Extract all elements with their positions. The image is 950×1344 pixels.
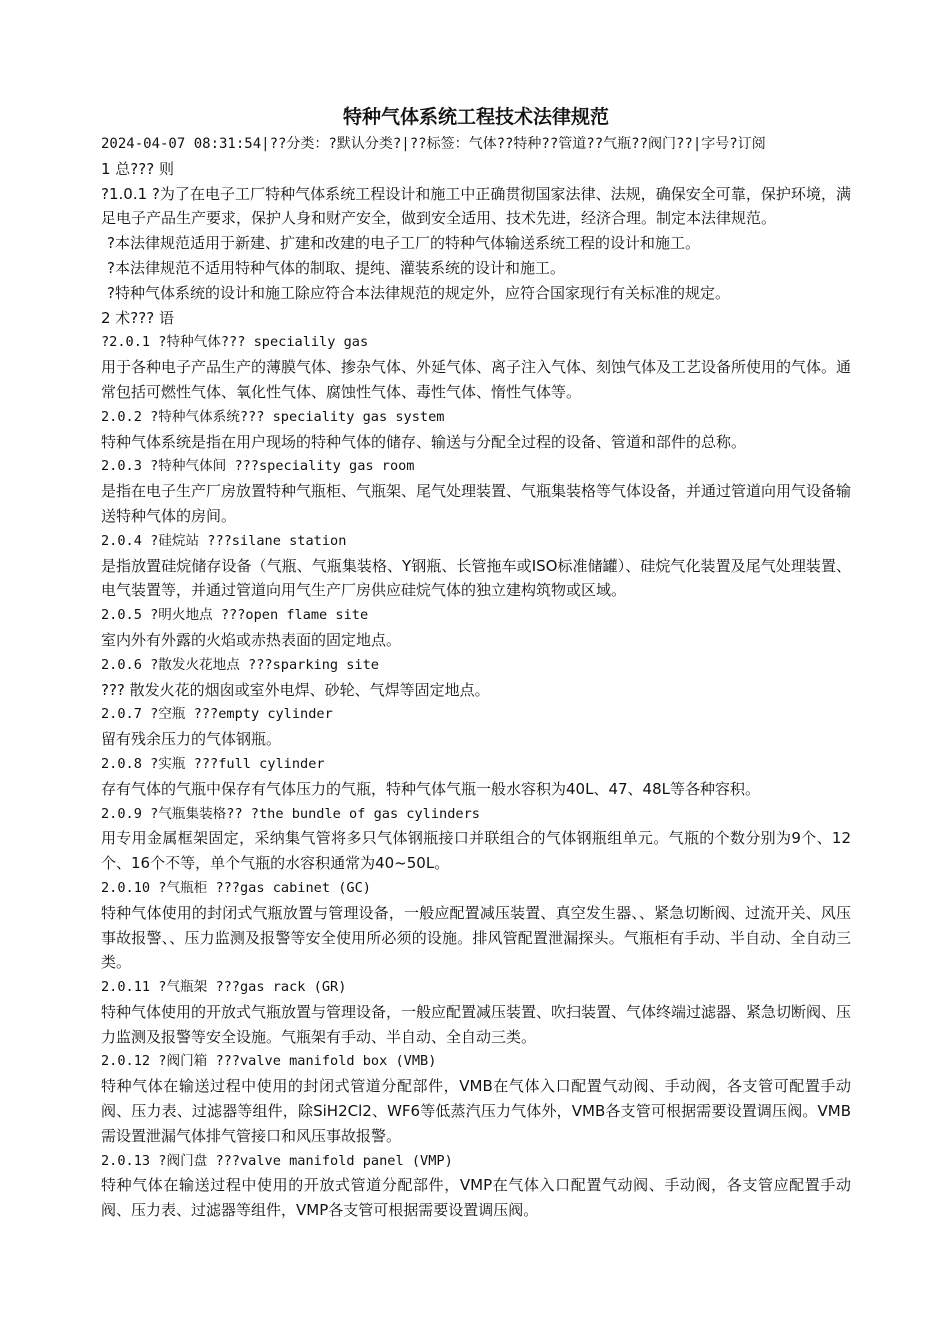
paragraph: 室内外有外露的火焰或赤热表面的固定地点。 <box>101 630 402 649</box>
term-heading: 2.0.5 ?明火地点 ???open flame site <box>101 607 369 624</box>
paragraph: 留有残余压力的气体钢瓶。 <box>101 730 282 749</box>
paragraph: 是指在电子生产厂房放置特种气瓶柜、气瓶架、尾气处理装置、气瓶集装格等气体设备，并通过管道向用气设备输送特种气体的房间。 <box>101 482 852 525</box>
term-heading: 2.0.7 ?空瓶 ???empty cylinder <box>101 706 333 723</box>
term-heading: 2.0.11 ?气瓶架 ???gas rack (GR) <box>101 979 347 996</box>
term-heading: 2.0.12 ?阀门箱 ???valve manifold box (VMB) <box>101 1053 437 1070</box>
term-heading: 2.0.9 ?气瓶集装格?? ?the bundle of gas cylinders <box>101 805 480 822</box>
term-heading: 2.0.2 ?特种气体系统??? speciality gas system <box>101 408 445 425</box>
paragraph: 存有气体的气瓶中保存有气体压力的气瓶，特种气体气瓶一般水容积为40L、47、48L等各种容积。 <box>101 779 760 798</box>
term-heading: 2.0.8 ?实瓶 ???full cylinder <box>101 755 325 772</box>
paragraph: 特种气体在输送过程中使用的开放式管道分配部件，VMP在气体入口配置气动阀、手动阀，各支管应配置手动阀、压力表、过滤器等组件，VMP各支管可根据需要设置调压阀。 <box>101 1176 851 1220</box>
document-page <box>101 104 851 1223</box>
paragraph: 用专用金属框架固定，采纳集气管将多只气体钢瓶接口并联组合的气体钢瓶组单元。气瓶的个数分别为9个、12个、16个不等，单个气瓶的水容积通常为40~50L。 <box>101 829 851 873</box>
document-body <box>101 157 851 1223</box>
paragraph: ?本法律规范适用于新建、扩建和改建的电子工厂的特种气体输送系统工程的设计和施工。 <box>107 234 700 253</box>
paragraph: 用于各种电子产品生产的薄膜气体、掺杂气体、外延气体、离子注入气体、刻蚀气体及工艺设备所使用的气体。通常包括可燃性气体、氧化性气体、腐蚀性气体、毒性气体、惰性气体等。 <box>101 358 852 401</box>
document-meta: 2024-04-07 08:31:54|??分类：?默认分类?|??标签：气体??特种??管道??气瓶??阀门??|字号?订阅 <box>101 136 766 152</box>
paragraph: ??? 散发火花的烟囱或室外电焊、砂轮、气焊等固定地点。 <box>101 680 490 699</box>
paragraph: ?本法律规范不适用特种气体的制取、提纯、灌装系统的设计和施工。 <box>107 258 565 277</box>
section-heading: 2 术??? 语 <box>101 308 174 327</box>
paragraph: 特种气体使用的封闭式气瓶放置与管理设备，一般应配置减压装置、真空发生器、、紧急切断阀、过流开关、风压事故报警、、压力监测及报警等安全使用所必须的设施。排风管配置泄漏探头。气瓶柜有手动、半自动、全自动三类。 <box>101 903 851 972</box>
term-heading: 2.0.6 ?散发火花地点 ???sparking site <box>101 656 379 673</box>
term-heading: 2.0.4 ?硅烷站 ???silane station <box>101 532 347 549</box>
term-heading: 2.0.13 ?阀门盘 ???valve manifold panel (VMP) <box>101 1152 453 1169</box>
section-heading: 1 总??? 则 <box>101 159 174 178</box>
paragraph: 特种气体系统是指在用户现场的特种气体的储存、输送与分配全过程的设备、管道和部件的总称。 <box>101 432 747 451</box>
document-title: 特种气体系统工程技术法律规范 <box>342 106 609 128</box>
paragraph: 特种气体在输送过程中使用的封闭式管道分配部件，VMB在气体入口配置气动阀、手动阀，各支管可配置手动阀、压力表、过滤器等组件，除SiH2Cl2、WF6等低蒸汽压力气体外，VMB各支管可根据需要设置调压阀。VMB需设置泄漏气体排气管接口和风压事故报警。 <box>101 1077 851 1145</box>
term-heading: 2.0.10 ?气瓶柜 ???gas cabinet (GC) <box>101 879 371 896</box>
paragraph: 是指放置硅烷储存设备（气瓶、气瓶集装格、Y钢瓶、长管拖车或ISO标准储罐）、硅烷气化装置及尾气处理装置、电气装置等，并通过管道向用气生产厂房供应硅烷气体的独立建构筑物或区域。 <box>101 556 851 600</box>
term-heading: ?2.0.1 ?特种气体??? specialily gas <box>101 334 369 351</box>
paragraph: 特种气体使用的开放式气瓶放置与管理设备，一般应配置减压装置、吹扫装置、气体终端过滤器、紧急切断阀、压力监测及报警等安全设施。气瓶架有手动、半自动、全自动三类。 <box>101 1002 852 1046</box>
term-heading: 2.0.3 ?特种气体间 ???speciality gas room <box>101 458 415 475</box>
paragraph: ?1.0.1 ?为了在电子工厂特种气体系统工程设计和施工中正确贯彻国家法律、法规，确保安全可靠，保护环境，满足电子产品生产要求，保护人身和财产安全，做到安全适用、技术先进，经济合理。制定本法律规范。 <box>101 184 851 228</box>
paragraph: ?特种气体系统的设计和施工除应符合本法律规范的规定外，应符合国家现行有关标准的规定。 <box>107 283 730 302</box>
